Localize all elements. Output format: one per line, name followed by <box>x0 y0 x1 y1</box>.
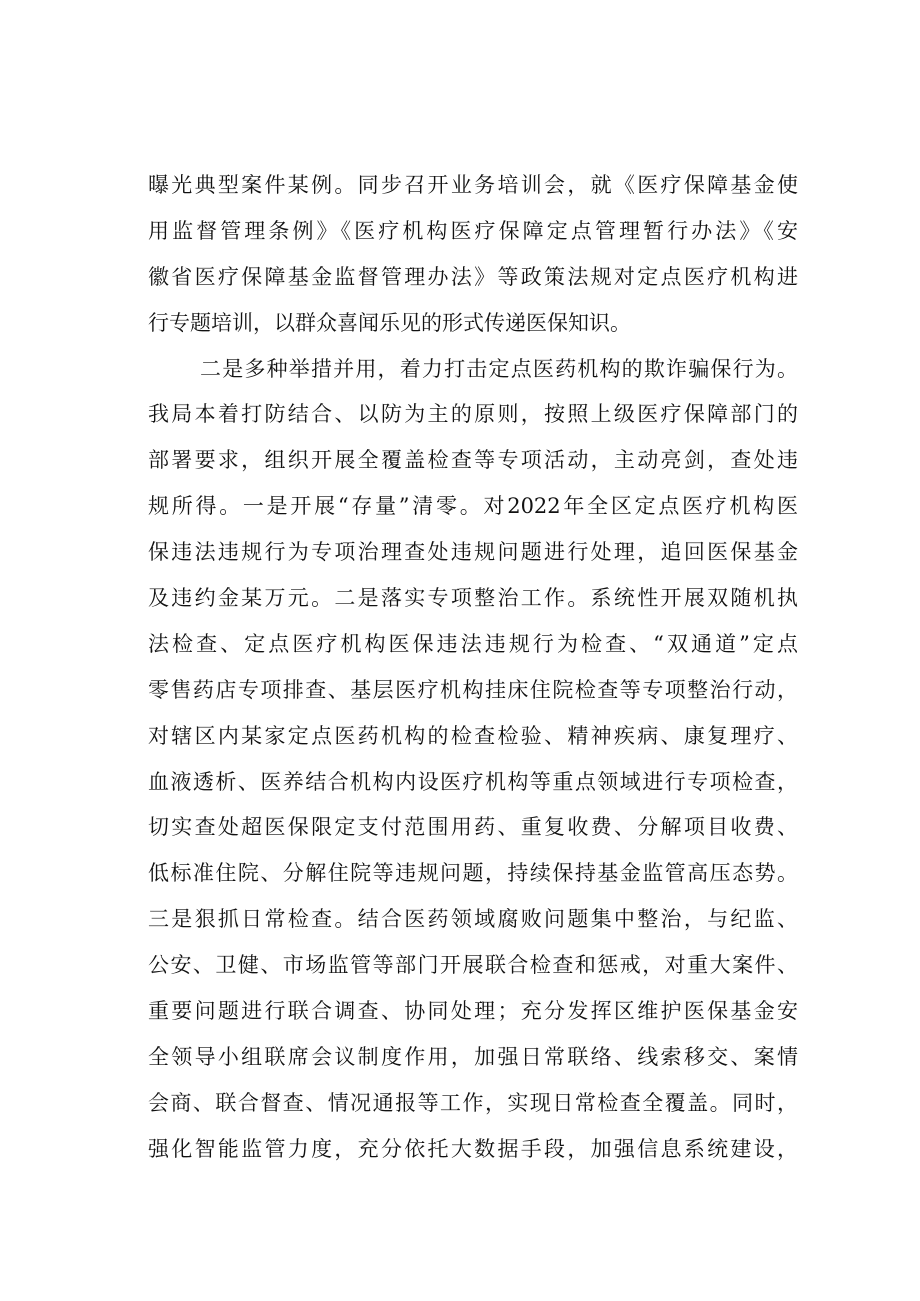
text-line: 会商、联合督查、情况通报等工作，实现日常检查全覆盖。同时， <box>148 1090 798 1115</box>
text-line: 曝光典型案件某例。同步召开业务培训会，就《医疗保障基金使 <box>148 173 798 197</box>
text-line: 低标准住院、分解住院等违规问题，持续保持基金监管高压态势。 <box>148 861 798 886</box>
text-line: 及违约金某万元。二是落实专项整治工作。系统性开展双随机执 <box>148 586 798 611</box>
text-line: 徽省医疗保障基金监督管理办法》等政策法规对定点医疗机构进 <box>148 264 798 289</box>
text-line: 行专题培训，以群众喜闻乐见的形式传递医保知识。 <box>148 310 631 335</box>
text-line: 切实查处超医保限定支付范围用药、重复收费、分解项目收费、 <box>148 815 798 840</box>
text-line: 强化智能监管力度，充分依托大数据手段，加强信息系统建设， <box>148 1136 798 1161</box>
text-line: 重要问题进行联合调查、协同处理；充分发挥区维护医保基金安 <box>148 999 798 1024</box>
text-line: 三是狠抓日常检查。结合医药领域腐败问题集中整治，与纪监、 <box>148 907 798 932</box>
text-line: 零售药店专项排查、基层医疗机构挂床住院检查等专项整治行动， <box>148 677 798 702</box>
text-line: 血液透析、医养结合机构内设医疗机构等重点领域进行专项检查， <box>148 769 798 794</box>
text-line: 部署要求，组织开展全覆盖检查等专项活动，主动亮剑，查处违 <box>148 448 798 473</box>
body-text <box>148 163 798 1173</box>
text-line: 用监督管理条例》《医疗机构医疗保障定点管理暂行办法》《安 <box>148 218 798 243</box>
text-line: 公安、卫健、市场监管等部门开展联合检查和惩戒，对重大案件、 <box>148 953 798 978</box>
text-line: 法检查、定点医疗机构医保违法违规行为检查、“双通道”定点 <box>148 631 798 656</box>
text-line: 全领导小组联席会议制度作用，加强日常联络、线索移交、案情 <box>148 1044 798 1069</box>
paragraph-first-line: 二是多种举措并用，着力打击定点医药机构的欺诈骗保行为。 <box>200 356 798 381</box>
text-line: 保违法违规行为专项治理查处违规问题进行处理，追回医保基金 <box>148 540 798 565</box>
text-line: 对辖区内某家定点医药机构的检查检验、精神疾病、康复理疗、 <box>148 723 798 748</box>
text-line: 规所得。一是开展“存量”清零。对2022年全区定点医疗机构医 <box>148 494 798 519</box>
text-line: 我局本着打防结合、以防为主的原则，按照上级医疗保障部门的 <box>148 402 798 427</box>
